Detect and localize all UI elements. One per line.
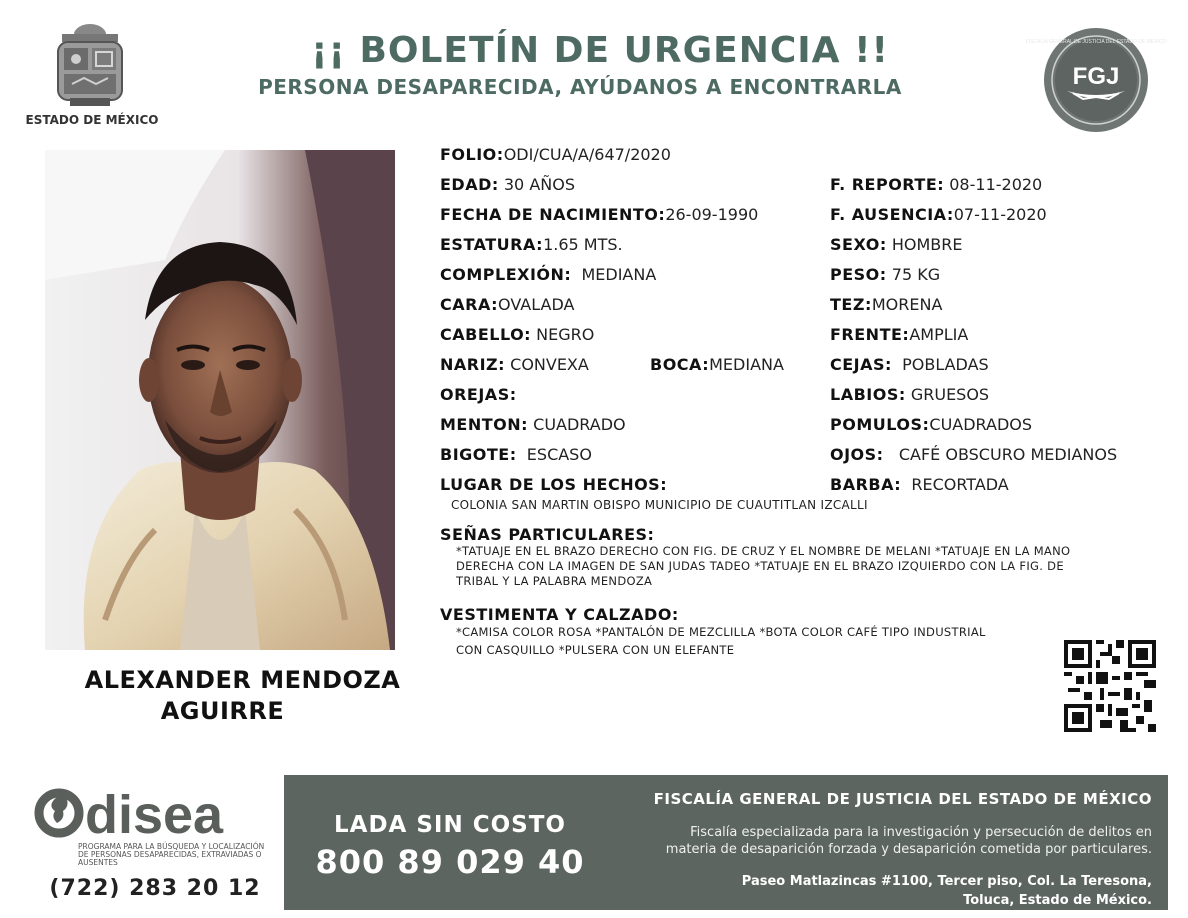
field-fecha-nacimiento-label: FECHA DE NACIMIENTO: — [440, 205, 666, 224]
field-estatura-label: ESTATURA: — [440, 235, 544, 254]
fiscalia-desc-line-1: Fiscalía especializada para la investigación y persecución de delitos en — [690, 825, 1152, 840]
fiscalia-desc-line-2: materia de desaparición forzada y desaparición cometida por particulares. — [665, 842, 1152, 857]
field-fecha-nacimiento — [440, 205, 758, 224]
field-bigote — [440, 445, 592, 464]
field-nariz-label: NARIZ: — [440, 355, 506, 374]
field-cara-value: OVALADA — [498, 295, 575, 314]
fiscalia-title: FISCALÍA GENERAL DE JUSTICIA DEL ESTADO DE MÉXICO — [653, 790, 1152, 808]
field-barba-label: BARBA: — [830, 475, 902, 494]
senas-line-2: DERECHA CON LA IMAGEN DE SAN JUDAS TADEO *TATUAJE EN EL BRAZO IZQUIERDO CON LA FIG. DE — [456, 559, 1064, 573]
field-f-ausencia — [830, 205, 1047, 224]
senas-line-1: *TATUAJE EN EL BRAZO DERECHO CON FIG. DE CRUZ Y EL NOMBRE DE MELANI *TATUAJE EN LA MANO — [456, 544, 1071, 558]
field-labios-label: LABIOS: — [830, 385, 906, 404]
field-fecha-nacimiento-value: 26-09-1990 — [665, 205, 759, 224]
address-line-1: Paseo Matlazincas #1100, Tercer piso, Col. La Teresona, — [741, 874, 1152, 889]
field-menton-label: MENTON: — [440, 415, 529, 434]
field-f-reporte — [830, 175, 1042, 194]
odisea-brand-text: disea — [85, 785, 224, 845]
field-boca-value: MEDIANA — [709, 355, 784, 374]
field-labios — [830, 385, 989, 404]
field-lugar-label: LUGAR DE LOS HECHOS: — [440, 475, 668, 494]
field-complexion-label: COMPLEXIÓN: — [440, 265, 572, 284]
field-estatura-value: 1.65 MTS. — [543, 235, 623, 254]
field-complexion — [440, 265, 656, 284]
estado-de-mexico-seal-icon — [50, 22, 130, 108]
field-cejas — [830, 355, 989, 374]
field-bigote-label: BIGOTE: — [440, 445, 517, 464]
field-f-reporte-label: F. REPORTE: — [830, 175, 945, 194]
field-bigote-value: ESCASO — [526, 445, 592, 464]
field-lugar-value: COLONIA SAN MARTIN OBISPO MUNICIPIO DE CUAUTITLAN IZCALLI — [451, 498, 868, 512]
fiscalia-description — [600, 824, 1152, 858]
field-orejas — [440, 385, 517, 404]
field-boca-label: BOCA: — [650, 355, 710, 374]
qr-code-icon[interactable] — [1064, 640, 1156, 732]
odisea-description: PROGRAMA PARA LA BÚSQUEDA Y LOCALIZACIÓN DE PERSONAS DESAPARECIDAS, EXTRAVIADAS O AUSENTES — [78, 842, 265, 867]
field-orejas-label: OREJAS: — [440, 385, 517, 404]
field-frente-label: FRENTE: — [830, 325, 910, 344]
field-folio — [440, 145, 671, 164]
field-cejas-label: CEJAS: — [830, 355, 892, 374]
field-tez-label: TEZ: — [830, 295, 872, 314]
field-folio-label: FOLIO: — [440, 145, 504, 164]
field-peso-value: 75 KG — [891, 265, 941, 284]
field-cejas-value: POBLADAS — [902, 355, 989, 374]
field-nariz — [440, 355, 589, 374]
lada-label: LADA SIN COSTO — [334, 812, 566, 838]
field-frente-value: AMPLIA — [909, 325, 969, 344]
lada-number[interactable]: 800 89 029 40 — [315, 843, 585, 881]
field-lugar — [440, 475, 667, 494]
person-name-line-2-text: AGUIRRE — [160, 697, 285, 725]
fgj-logo-text: FGJ — [1072, 63, 1120, 90]
field-pomulos-label: POMULOS: — [830, 415, 930, 434]
field-cabello — [440, 325, 594, 344]
field-pomulos — [830, 415, 1032, 434]
field-frente — [830, 325, 968, 344]
field-ojos-value: CAFÉ OBSCURO MEDIANOS — [898, 445, 1118, 464]
vestimenta-line-2: CON CASQUILLO *PULSERA CON UN ELEFANTE — [456, 643, 735, 657]
vestimenta-label: VESTIMENTA Y CALZADO: — [440, 605, 679, 624]
field-f-reporte-value: 08-11-2020 — [949, 175, 1043, 194]
field-complexion-value: MEDIANA — [581, 265, 657, 284]
field-edad-value: 30 AÑOS — [503, 175, 575, 194]
vestimenta-line-1: *CAMISA COLOR ROSA *PANTALÓN DE MEZCLILLA *BOTA COLOR CAFÉ TIPO INDUSTRIAL — [456, 625, 986, 639]
bulletin-subtitle: PERSONA DESAPARECIDA, AYÚDANOS A ENCONTRARLA — [258, 75, 902, 99]
field-cara-label: CARA: — [440, 295, 499, 314]
field-edad-label: EDAD: — [440, 175, 499, 194]
field-tez — [830, 295, 942, 314]
field-sexo — [830, 235, 962, 254]
field-labios-value: GRUESOS — [910, 385, 990, 404]
field-folio-value: ODI/CUA/A/647/2020 — [503, 145, 671, 164]
missing-person-photo — [45, 150, 395, 650]
field-pomulos-value: CUADRADOS — [929, 415, 1033, 434]
field-peso — [830, 265, 940, 284]
field-menton-value: CUADRADO — [533, 415, 626, 434]
senas-line-3: TRIBAL Y LA PALABRA MENDOZA — [456, 574, 653, 588]
field-cabello-label: CABELLO: — [440, 325, 532, 344]
state-label: ESTADO DE MÉXICO — [25, 113, 159, 127]
fgj-ring-text: FISCALÍA GENERAL DE JUSTICIA DEL ESTADO DE MÉXICO — [1025, 39, 1167, 45]
field-ojos-label: OJOS: — [830, 445, 884, 464]
field-boca — [650, 355, 784, 374]
person-name-line-2 — [45, 697, 440, 725]
field-barba-value: RECORTADA — [911, 475, 1009, 494]
person-name-line-1: ALEXANDER MENDOZA — [84, 666, 401, 694]
field-ojos — [830, 445, 1117, 464]
bulletin-title: ¡¡ BOLETÍN DE URGENCIA !! — [311, 30, 889, 71]
field-cara — [440, 295, 574, 314]
address-line-2: Toluca, Estado de México. — [963, 893, 1152, 908]
field-edad — [440, 175, 575, 194]
field-menton — [440, 415, 626, 434]
field-barba — [830, 475, 1009, 494]
field-tez-value: MORENA — [871, 295, 943, 314]
field-peso-label: PESO: — [830, 265, 887, 284]
senas-label: SEÑAS PARTICULARES: — [440, 525, 655, 544]
odisea-phone[interactable]: (722) 283 20 12 — [49, 876, 261, 901]
field-f-ausencia-value: 07-11-2020 — [953, 205, 1047, 224]
field-nariz-value: CONVEXA — [510, 355, 589, 374]
field-sexo-label: SEXO: — [830, 235, 887, 254]
field-sexo-value: HOMBRE — [891, 235, 963, 254]
field-cabello-value: NEGRO — [536, 325, 595, 344]
field-f-ausencia-label: F. AUSENCIA: — [830, 205, 954, 224]
fiscalia-address — [600, 872, 1152, 910]
field-estatura — [440, 235, 623, 254]
fgj-logo-icon — [1025, 27, 1167, 133]
